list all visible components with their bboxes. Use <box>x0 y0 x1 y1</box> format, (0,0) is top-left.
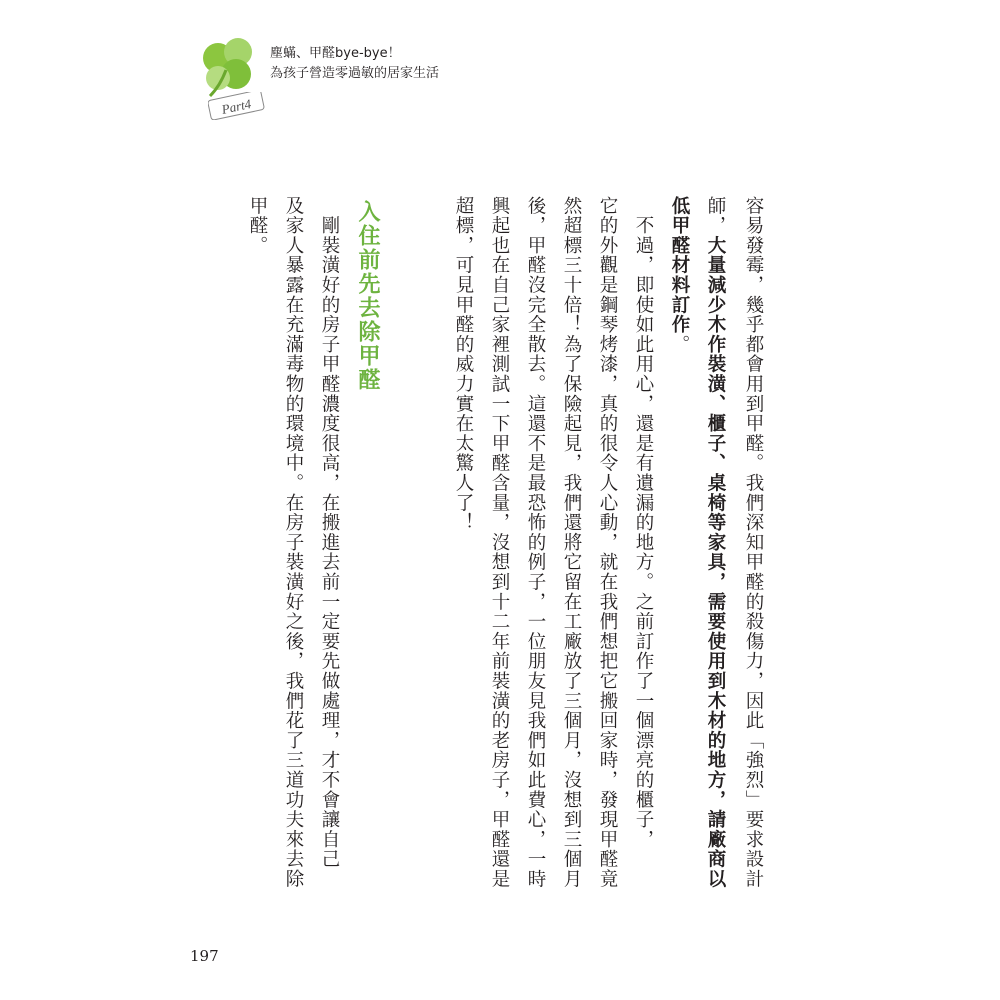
body-text-segment: 不過，即使如此用心，還是有遺漏的地方。之前訂作了一個漂亮的櫃子， <box>633 196 654 850</box>
text-column <box>558 196 585 889</box>
text-column <box>316 196 343 869</box>
emphasis-text: 低甲醛材料訂作 <box>669 196 690 335</box>
body-text-segment: 師， <box>705 196 726 236</box>
text-column <box>702 196 729 889</box>
body-text-segment: 及家人暴露在充滿毒物的環境中。在房子裝潢好之後，我們花了三道功夫來去除 <box>283 196 304 889</box>
body-text-segment: 然超標三十倍！為了保險起見，我們還將它留在工廠放了三個月，沒想到三個月 <box>561 196 582 889</box>
body-text-segment: 剛裝潢好的房子甲醛濃度很高，在搬進去前一定要先做處理，才不會讓自己 <box>319 196 340 870</box>
page-number: 197 <box>190 947 219 965</box>
body-text-segment: 超標，可見甲醛的威力實在太驚人了！ <box>453 196 474 533</box>
header-title <box>270 44 439 84</box>
text-column <box>280 196 307 889</box>
text-column <box>486 196 513 889</box>
body-text-segment: 興起也在自己家裡測試一下甲醛含量，沒想到十二年前裝潢的老房子，甲醛還是 <box>489 196 510 889</box>
emphasis-text: 大量減少木作裝潢、櫃子、桌椅等家具，需要使用到木材的地方，請廠商以 <box>705 235 726 890</box>
body-text-segment: 容易發霉，幾乎都會用到甲醛。我們深知甲醛的殺傷力，因此「強烈」要求設計 <box>743 196 764 889</box>
text-column <box>450 196 477 533</box>
text-column <box>630 196 657 849</box>
part-badge <box>208 92 266 120</box>
header-title-line2: 為孩子營造零過敏的居家生活 <box>270 66 440 81</box>
text-column <box>740 196 767 889</box>
body-text-segment: 它的外觀是鋼琴烤漆，真的很令人心動，就在我們想把它搬回家時，發現甲醛竟 <box>597 196 618 889</box>
text-column <box>594 196 621 889</box>
body-text-segment: 。 <box>669 334 690 355</box>
header-title-line1: 塵蟎、甲醛bye-bye！ <box>270 46 401 61</box>
text-column <box>666 196 693 354</box>
body-text-segment: 甲醛。 <box>247 196 268 256</box>
section-heading: 入住前先去除甲醛 <box>355 200 380 392</box>
body-text-segment: 後，甲醛沒完全散去。這還不是最恐怖的例子，一位朋友見我們如此費心，一時 <box>525 196 546 889</box>
chapter-header <box>196 34 536 117</box>
text-column <box>522 196 549 889</box>
text-column <box>244 196 271 255</box>
part-label: Part4 <box>220 96 253 117</box>
